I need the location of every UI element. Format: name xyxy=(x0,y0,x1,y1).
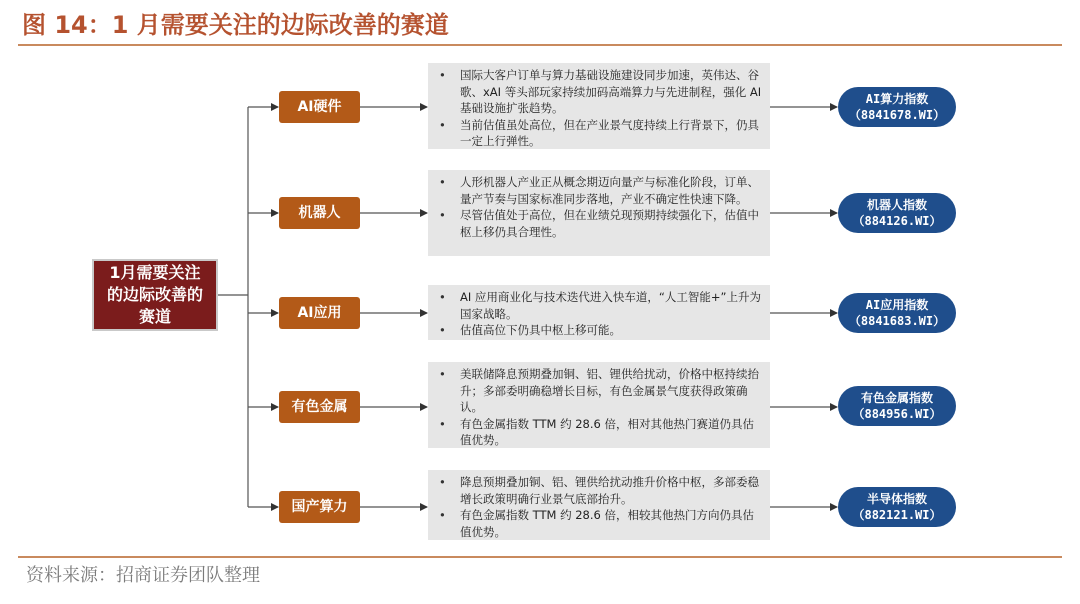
index-badge-ai-application xyxy=(838,293,956,333)
description-bullet: • 有色金属指数 TTM 约 28.6 倍，相对其他热门赛道仍具估值优势。 xyxy=(436,416,762,449)
index-name: 机器人指数 xyxy=(866,198,927,212)
index-code: （884126.WI） xyxy=(852,214,942,228)
index-code: （884956.WI） xyxy=(852,407,942,421)
category-ai-application: AI应用 xyxy=(279,297,360,329)
description-bullet: • 人形机器人产业正从概念期迈向量产与标准化阶段，订单、量产节奏与国家标准同步落地，产业不确定性快速下降。 xyxy=(436,174,762,207)
index-code: （8841678.WI） xyxy=(848,108,946,122)
index-name: AI应用指数 xyxy=(865,298,929,312)
description-ai-application xyxy=(428,285,770,340)
description-bullet: • 国际大客户订单与算力基础设施建设同步加速，英伟达、谷歌、xAI 等头部玩家持续加码高端算力与先进制程，强化 AI 基础设施扩张趋势。 xyxy=(436,67,762,117)
index-name: AI算力指数 xyxy=(865,92,929,106)
index-name: 半导体指数 xyxy=(866,492,927,506)
description-bullet: • 尽管估值处于高位，但在业绩兑现预期持续强化下，估值中枢上移仍具合理性。 xyxy=(436,207,762,240)
index-code: （8841683.WI） xyxy=(848,314,946,328)
description-robotics xyxy=(428,170,770,256)
page-title: 图 14：1 月需要关注的边际改善的赛道 xyxy=(22,11,449,39)
index-badge-robotics xyxy=(838,193,956,233)
description-ai-hardware xyxy=(428,63,770,149)
index-badge-nonferrous-metals xyxy=(838,386,956,426)
description-bullet: • 当前估值虽处高位，但在产业景气度持续上行背景下，仍具一定上行弹性。 xyxy=(436,117,762,150)
index-badge-ai-computing xyxy=(838,87,956,127)
description-domestic-computing xyxy=(428,470,770,540)
index-badge-semiconductor xyxy=(838,487,956,527)
description-bullet: • AI 应用商业化与技术迭代进入快车道，“人工智能+”上升为国家战略。 xyxy=(436,289,762,322)
category-domestic-computing: 国产算力 xyxy=(279,491,360,523)
source-note: 资料来源：招商证券团队整理 xyxy=(26,565,260,586)
description-bullet: • 美联储降息预期叠加铜、铝、锂供给扰动，价格中枢持续抬升；多部委明确稳增长目标，有色金属景气度获得政策确认。 xyxy=(436,366,762,416)
description-bullet: • 有色金属指数 TTM 约 28.6 倍，相较其他热门方向仍具估值优势。 xyxy=(436,507,762,540)
description-bullet: • 估值高位下仍具中枢上移可能。 xyxy=(436,322,762,339)
description-bullet: • 降息预期叠加铜、铝、锂供给扰动推升价格中枢，多部委稳增长政策明确行业景气底部抬升。 xyxy=(436,474,762,507)
footer-divider xyxy=(18,556,1062,558)
index-code: （882121.WI） xyxy=(852,508,942,522)
root-node: 1月需要关注的边际改善的赛道 xyxy=(92,259,218,331)
index-name: 有色金属指数 xyxy=(860,391,933,405)
description-nonferrous-metals xyxy=(428,362,770,448)
category-nonferrous-metals: 有色金属 xyxy=(279,391,360,423)
category-robotics: 机器人 xyxy=(279,197,360,229)
category-ai-hardware: AI硬件 xyxy=(279,91,360,123)
